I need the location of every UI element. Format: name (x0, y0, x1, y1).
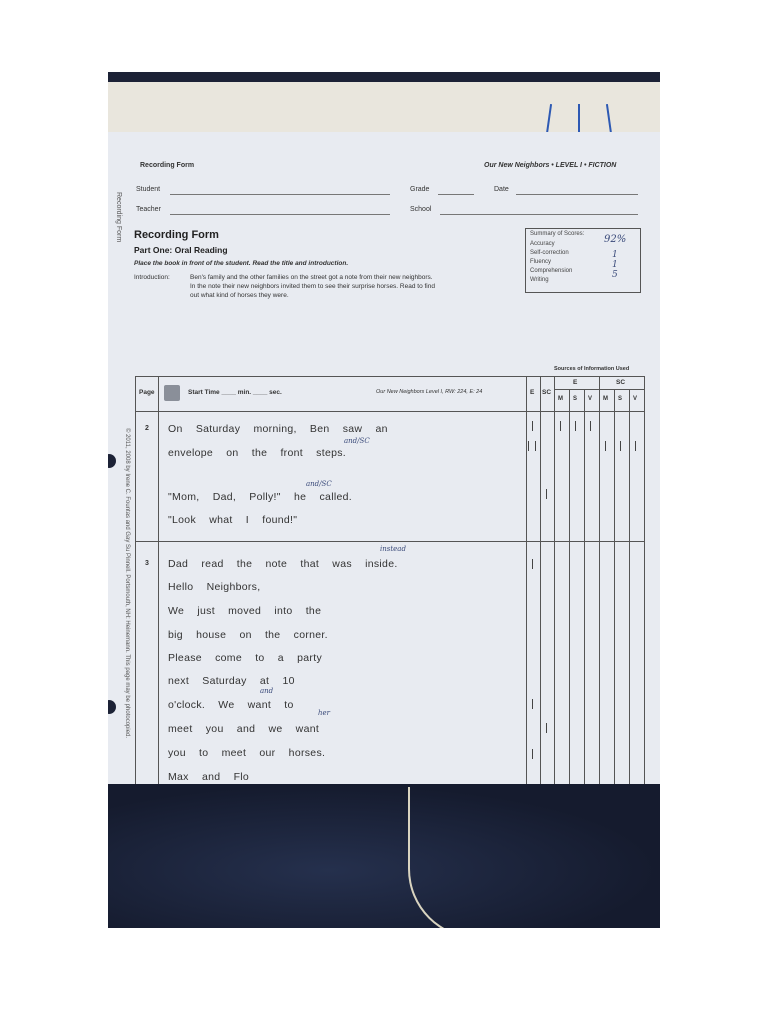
school-line (440, 214, 638, 215)
fabric-background (108, 784, 660, 928)
grade-line (438, 194, 474, 195)
handwritten-note: and/SC (306, 480, 332, 488)
intro-label: Introduction: (134, 274, 170, 281)
sc-tally (546, 723, 547, 733)
text-line: Dad read the note that was inside. (168, 558, 398, 570)
summary-row: Accuracy (530, 241, 555, 247)
book-reference: Our New Neighbors Level I, RW: 224, E: 24 (376, 389, 483, 395)
sc-col-header: SC (542, 389, 552, 396)
msv-tally (560, 421, 561, 431)
summary-row: Comprehension (530, 268, 573, 274)
summary-row: Writing (530, 277, 549, 283)
teacher-label: Teacher (136, 206, 161, 213)
s-col-line (569, 389, 570, 813)
m-col-line (554, 377, 555, 813)
page-col-header: Page (139, 389, 155, 396)
text-line: o'clock. We want to (168, 699, 294, 711)
handwritten-note: and (260, 687, 274, 695)
error-tally (532, 421, 533, 431)
student-label: Student (136, 186, 161, 193)
header-right: Our New Neighbors • LEVEL I • FICTION (484, 162, 617, 169)
date-line (516, 194, 638, 195)
school-label: School (410, 206, 432, 213)
sc-col-line (540, 377, 541, 813)
e-col-line (526, 377, 527, 813)
sc-v-header: V (633, 396, 638, 402)
recording-form-sheet (108, 132, 660, 784)
e-col-header: E (530, 389, 535, 396)
sources-label: Sources of Information Used (554, 366, 630, 372)
intro-line: In the note their new neighbors invited them to see their surprise horses. Read to find (190, 283, 435, 290)
header-divider (136, 411, 644, 412)
error-tally (528, 441, 529, 451)
text-line: "Look what I found!" (168, 514, 298, 526)
summary-title: Summary of Scores: (530, 231, 585, 237)
msv-tally (605, 441, 606, 451)
teacher-line (170, 214, 390, 215)
text-line: Max and Flo (168, 771, 250, 783)
handwritten-note: her (318, 709, 330, 717)
summary-row: Fluency (530, 259, 552, 265)
error-tally (532, 559, 533, 569)
summary-row: Self-correction (530, 250, 569, 256)
instruction: Place the book in front of the student. Read the title and introduction. (134, 260, 349, 267)
photo-frame (108, 72, 660, 928)
error-tally (532, 699, 533, 709)
page-divider (136, 541, 644, 542)
m-header: M (558, 396, 563, 402)
self-correction-value: 1 (612, 250, 618, 260)
s-header: S (573, 396, 578, 402)
msv-tally (620, 441, 621, 451)
e-sources-header: E (573, 379, 578, 386)
intro-line: out what kind of horses they were. (190, 292, 289, 299)
text-line: next Saturday at 10 (168, 675, 295, 687)
book-icon (164, 385, 180, 401)
page-number: 3 (145, 560, 149, 567)
msv-tally (590, 421, 591, 431)
text-line: Please come to a party (168, 652, 322, 664)
text-line: Hello Neighbors, (168, 581, 261, 593)
text-line: "Mom, Dad, Polly!" he called. (168, 491, 352, 503)
comprehension-value: 5 (612, 270, 618, 280)
date-label: Date (494, 186, 509, 193)
sc-tally (546, 489, 547, 499)
sc-m-col-line (599, 377, 600, 813)
text-line: On Saturday morning, Ben saw an (168, 423, 388, 435)
text-line: We just moved into the (168, 605, 322, 617)
side-tab-label: Recording Form (115, 192, 122, 243)
sc-s-col-line (614, 389, 615, 813)
page-number: 2 (145, 425, 149, 432)
accuracy-value: 92% (604, 234, 627, 245)
text-line: you to meet our horses. (168, 747, 326, 759)
sc-v-col-line (629, 389, 630, 813)
part-heading: Part One: Oral Reading (134, 245, 228, 255)
binder-hole (108, 700, 116, 714)
copyright-line: © 2011, 2008 by Irene C. Fountas and Gay Su Pinnell. Portsmouth, NH: Heinemann. This page may be photocopied. (124, 428, 130, 739)
msv-tally (635, 441, 636, 451)
sc-s-header: S (618, 396, 623, 402)
intro-line: Ben's family and the other families on the street got a note from their new neighbors. (190, 274, 433, 281)
student-line (170, 194, 390, 195)
v-col-line (584, 389, 585, 813)
text-line: big house on the corner. (168, 629, 328, 641)
fluency-value: 1 (612, 260, 618, 270)
page-col-line (158, 377, 159, 793)
error-tally (535, 441, 536, 451)
text-line: envelope on the front steps. (168, 447, 346, 459)
summary-of-scores-box (525, 228, 641, 293)
start-time: Start Time ____ min. ____ sec. (188, 389, 282, 396)
form-title: Recording Form (134, 229, 219, 241)
sc-sources-header: SC (616, 379, 626, 386)
v-header: V (588, 396, 593, 402)
sc-m-header: M (603, 396, 608, 402)
handwritten-note: and/SC (344, 437, 370, 445)
msv-tally (575, 421, 576, 431)
cable (408, 787, 490, 928)
text-line: meet you and we want (168, 723, 320, 735)
handwritten-note: instead (380, 545, 406, 553)
grade-label: Grade (410, 186, 430, 193)
header-left: Recording Form (140, 162, 195, 169)
error-tally (532, 749, 533, 759)
reading-record-table (135, 376, 645, 814)
binder-hole (108, 454, 116, 468)
